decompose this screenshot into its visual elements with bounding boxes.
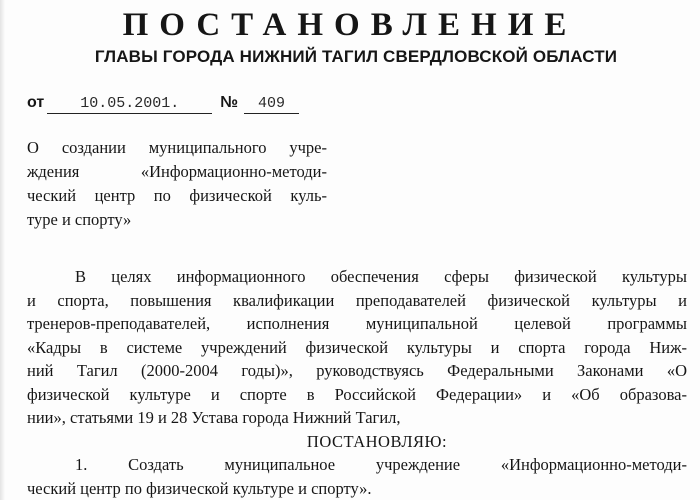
date-label: от: [27, 94, 45, 111]
subject-line: ческий центр по физической куль-: [27, 186, 327, 205]
date-value: 10.05.2001.: [47, 95, 212, 114]
preamble-line: тренеров-преподавателей, исполнения муниципальной целевой программы: [27, 314, 687, 333]
subject-line: О создании муниципального учре-: [27, 138, 327, 157]
document-issuer: ГЛАВЫ ГОРОДА НИЖНИЙ ТАГИЛ СВЕРДЛОВСКОЙ ОБЛАСТИ: [94, 47, 618, 66]
reference-line: [27, 93, 299, 114]
preamble-line: физической культуре и спорте в Российской Федерации» и «Об образова-: [27, 384, 687, 404]
preamble-line: В целях информационного обеспечения сферы физической культуры: [75, 267, 687, 286]
preamble-line: «Кадры в системе учреждений физической культуры и спорта города Ниж-: [27, 337, 687, 357]
document-title: ПОСТАНОВЛЕНИЕ: [122, 7, 578, 43]
subject-line: ждения «Информационно-методи-: [27, 162, 327, 181]
number-label: №: [220, 94, 239, 111]
preamble-line: нии», статьями 19 и 28 Устава города Нижний Тагил,: [27, 408, 401, 427]
item-line: 1. Создать муниципальное учреждение «Информационно-методи-: [75, 455, 687, 474]
decree-heading: ПОСТАНОВЛЯЮ:: [306, 431, 448, 451]
preamble-line: и спорта, повышения квалификации преподавателей физической культуры и: [27, 290, 687, 310]
document-body: [27, 265, 687, 500]
number-value: 409: [244, 95, 299, 114]
subject-line: туре и спорту»: [27, 210, 132, 229]
item-line: ческий центр по физической культуре и спорту».: [27, 478, 372, 498]
preamble-line: ний Тагил (2000-2004 годы)», руководствуясь Федеральными Законами «О: [27, 361, 687, 380]
scan-edge-shadow: [0, 0, 5, 500]
document-subject: [27, 136, 327, 232]
